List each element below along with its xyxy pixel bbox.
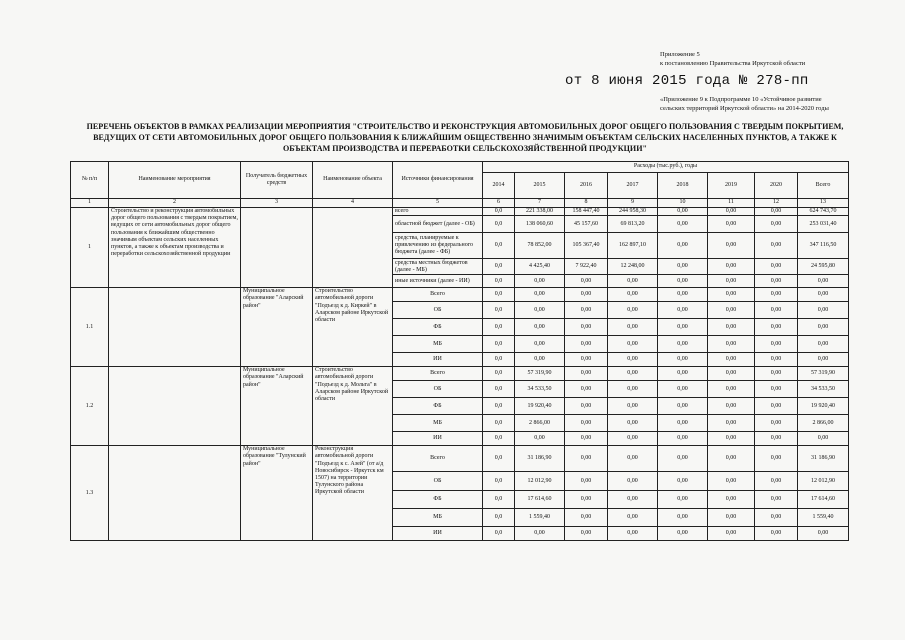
value-cell: 0,00 xyxy=(608,509,658,527)
value-cell: 0,00 xyxy=(608,381,658,398)
value-cell: 0,00 xyxy=(608,415,658,432)
funding-source: МБ xyxy=(393,336,483,353)
header-recipient: Получатель бюджетных средств xyxy=(241,162,313,199)
value-cell: 19 920,40 xyxy=(798,398,849,415)
value-cell: 162 897,10 xyxy=(608,233,658,259)
value-cell: 0,00 xyxy=(658,381,708,398)
value-cell: 17 614,60 xyxy=(515,491,565,509)
value-cell: 0,00 xyxy=(565,288,608,302)
value-cell: 0,00 xyxy=(658,432,708,446)
value-cell: 0,00 xyxy=(515,319,565,336)
funding-source: ИИ xyxy=(393,432,483,446)
header-name: Наименование мероприятия xyxy=(109,162,241,199)
table-row xyxy=(71,367,849,381)
value-cell: 244 958,30 xyxy=(608,208,658,216)
row-number: 1.2 xyxy=(71,367,109,446)
value-cell: 12 012,90 xyxy=(515,472,565,491)
column-number: 6 xyxy=(483,199,515,208)
header-year: 2017 xyxy=(608,173,658,199)
value-cell: 0,00 xyxy=(515,288,565,302)
budget-recipient: Муниципальное образование "Аларский район" xyxy=(241,367,313,446)
value-cell: 0,00 xyxy=(608,491,658,509)
value-cell: 19 920,40 xyxy=(515,398,565,415)
value-cell: 34 533,50 xyxy=(798,381,849,398)
value-cell: 0,00 xyxy=(565,446,608,472)
measure-name xyxy=(109,367,241,446)
appendix-line1: Приложение 5 xyxy=(660,51,700,58)
value-cell: 57 319,90 xyxy=(515,367,565,381)
value-cell: 78 852,00 xyxy=(515,233,565,259)
value-cell: 0,0 xyxy=(483,233,515,259)
header-expenses: Расходы (тыс.руб.), годы xyxy=(483,162,849,173)
value-cell: 0,00 xyxy=(708,319,755,336)
value-cell: 0,00 xyxy=(658,491,708,509)
value-cell: 0,0 xyxy=(483,259,515,275)
value-cell: 0,00 xyxy=(798,432,849,446)
value-cell: 0,00 xyxy=(755,472,798,491)
value-cell: 0,0 xyxy=(483,216,515,233)
value-cell: 0,00 xyxy=(708,275,755,288)
value-cell: 31 186,90 xyxy=(798,446,849,472)
value-cell: 0,00 xyxy=(658,446,708,472)
header-source: Источники финансирования xyxy=(393,162,483,199)
value-cell: 347 116,50 xyxy=(798,233,849,259)
value-cell: 0,00 xyxy=(708,415,755,432)
value-cell: 0,00 xyxy=(565,353,608,367)
value-cell: 0,00 xyxy=(755,509,798,527)
column-number: 13 xyxy=(798,199,849,208)
value-cell: 0,00 xyxy=(755,415,798,432)
table-row xyxy=(71,208,849,216)
value-cell: 158 447,40 xyxy=(565,208,608,216)
value-cell: 138 060,60 xyxy=(515,216,565,233)
value-cell: 0,00 xyxy=(798,353,849,367)
funding-source: ОБ xyxy=(393,472,483,491)
measure-name: Строительство и реконструкция автомобильных дорог общего пользования с твердым покрытием, ведущих от сети автомобильных дорог общего пользования к ближайшим общественно значимым объектам сельских населенных пунктов, а также к объектам производства и переработки сельскохозяйственной продукции xyxy=(109,208,241,288)
column-number: 3 xyxy=(241,199,313,208)
value-cell: 0,00 xyxy=(755,302,798,319)
value-cell: 0,00 xyxy=(755,216,798,233)
value-cell: 0,00 xyxy=(658,275,708,288)
value-cell: 0,00 xyxy=(565,398,608,415)
object-name: Строительство автомобильной дороги "Подъезд к д. Киркей" в Аларском районе Иркутской области xyxy=(313,288,393,367)
value-cell: 17 614,60 xyxy=(798,491,849,509)
value-cell: 0,00 xyxy=(608,446,658,472)
value-cell: 0,00 xyxy=(565,415,608,432)
value-cell: 0,00 xyxy=(708,302,755,319)
value-cell: 24 595,80 xyxy=(798,259,849,275)
value-cell: 0,0 xyxy=(483,432,515,446)
budget-recipient: Муниципальное образование "Аларский район" xyxy=(241,288,313,367)
value-cell: 0,00 xyxy=(658,216,708,233)
header-year: 2014 xyxy=(483,173,515,199)
value-cell: 2 866,00 xyxy=(515,415,565,432)
column-number: 10 xyxy=(658,199,708,208)
row-number: 1.3 xyxy=(71,446,109,541)
objects-table xyxy=(70,161,849,541)
value-cell: 0,00 xyxy=(798,275,849,288)
column-number: 11 xyxy=(708,199,755,208)
header-year: 2016 xyxy=(565,173,608,199)
column-number: 8 xyxy=(565,199,608,208)
value-cell: 0,00 xyxy=(658,415,708,432)
table-row xyxy=(71,446,849,472)
value-cell: 0,00 xyxy=(708,398,755,415)
value-cell: 0,0 xyxy=(483,288,515,302)
value-cell: 0,00 xyxy=(755,275,798,288)
measure-name xyxy=(109,446,241,541)
value-cell: 12 248,00 xyxy=(608,259,658,275)
value-cell: 0,00 xyxy=(708,233,755,259)
value-cell: 0,00 xyxy=(755,319,798,336)
value-cell: 7 922,40 xyxy=(565,259,608,275)
header-year: Всего xyxy=(798,173,849,199)
value-cell: 0,00 xyxy=(708,353,755,367)
column-number: 5 xyxy=(393,199,483,208)
value-cell: 0,00 xyxy=(708,446,755,472)
value-cell: 0,00 xyxy=(798,288,849,302)
value-cell: 0,00 xyxy=(515,432,565,446)
value-cell: 0,00 xyxy=(658,367,708,381)
appendix-note xyxy=(660,50,805,68)
funding-source: ИИ xyxy=(393,527,483,541)
value-cell: 0,00 xyxy=(755,288,798,302)
value-cell: 0,00 xyxy=(798,302,849,319)
value-cell: 0,00 xyxy=(658,472,708,491)
value-cell: 0,00 xyxy=(658,336,708,353)
value-cell: 0,00 xyxy=(608,336,658,353)
funding-source: средства местных бюджетов (далее - МБ) xyxy=(393,259,483,275)
value-cell: 0,0 xyxy=(483,381,515,398)
value-cell: 0,0 xyxy=(483,398,515,415)
funding-source: средства, планируемые к привлечению из федерального бюджета (далее - ФБ) xyxy=(393,233,483,259)
value-cell: 0,00 xyxy=(708,367,755,381)
funding-source: МБ xyxy=(393,509,483,527)
value-cell: 0,0 xyxy=(483,415,515,432)
budget-recipient: Муниципальное образование "Тулунский район" xyxy=(241,446,313,541)
value-cell: 0,0 xyxy=(483,472,515,491)
value-cell: 0,00 xyxy=(565,381,608,398)
value-cell: 0,00 xyxy=(658,319,708,336)
header-year: 2020 xyxy=(755,173,798,199)
value-cell: 0,00 xyxy=(515,353,565,367)
table-body xyxy=(71,208,849,541)
value-cell: 0,00 xyxy=(798,319,849,336)
value-cell: 0,00 xyxy=(755,381,798,398)
value-cell: 0,00 xyxy=(708,336,755,353)
column-number: 12 xyxy=(755,199,798,208)
object-name xyxy=(313,208,393,288)
value-cell: 0,00 xyxy=(608,275,658,288)
column-number: 4 xyxy=(313,199,393,208)
funding-source: ОБ xyxy=(393,302,483,319)
value-cell: 0,00 xyxy=(608,367,658,381)
value-cell: 0,00 xyxy=(708,288,755,302)
value-cell: 0,00 xyxy=(798,336,849,353)
funding-source: ФБ xyxy=(393,491,483,509)
value-cell: 0,00 xyxy=(755,491,798,509)
value-cell: 2 866,00 xyxy=(798,415,849,432)
value-cell: 0,0 xyxy=(483,491,515,509)
column-number: 7 xyxy=(515,199,565,208)
value-cell: 0,00 xyxy=(708,527,755,541)
row-number: 1 xyxy=(71,208,109,288)
funding-source: Всего xyxy=(393,367,483,381)
value-cell: 0,00 xyxy=(755,398,798,415)
value-cell: 0,00 xyxy=(565,432,608,446)
value-cell: 0,0 xyxy=(483,208,515,216)
value-cell: 0,00 xyxy=(565,509,608,527)
value-cell: 57 319,90 xyxy=(798,367,849,381)
value-cell: 0,00 xyxy=(565,302,608,319)
value-cell: 69 813,20 xyxy=(608,216,658,233)
value-cell: 0,00 xyxy=(515,302,565,319)
funding-source: МБ xyxy=(393,415,483,432)
value-cell: 34 533,50 xyxy=(515,381,565,398)
value-cell: 0,00 xyxy=(708,259,755,275)
value-cell: 0,00 xyxy=(565,491,608,509)
value-cell: 0,00 xyxy=(658,208,708,216)
value-cell: 221 338,00 xyxy=(515,208,565,216)
value-cell: 0,00 xyxy=(608,288,658,302)
column-number: 1 xyxy=(71,199,109,208)
value-cell: 0,00 xyxy=(658,398,708,415)
object-name: Строительство автомобильной дороги "Подъезд к д. Мольта" в Аларском районе Иркутской области xyxy=(313,367,393,446)
value-cell: 0,00 xyxy=(708,381,755,398)
value-cell: 105 367,40 xyxy=(565,233,608,259)
funding-source: областной бюджет (далее - ОБ) xyxy=(393,216,483,233)
value-cell: 0,00 xyxy=(658,259,708,275)
value-cell: 0,00 xyxy=(755,446,798,472)
funding-source: ИИ xyxy=(393,353,483,367)
value-cell: 0,00 xyxy=(708,491,755,509)
column-number: 2 xyxy=(109,199,241,208)
funding-source: Всего xyxy=(393,446,483,472)
header-year: 2015 xyxy=(515,173,565,199)
value-cell: 0,0 xyxy=(483,275,515,288)
value-cell: 0,00 xyxy=(658,288,708,302)
funding-source: ФБ xyxy=(393,398,483,415)
value-cell: 0,0 xyxy=(483,509,515,527)
value-cell: 0,00 xyxy=(658,302,708,319)
value-cell: 0,00 xyxy=(515,336,565,353)
value-cell: 0,0 xyxy=(483,336,515,353)
value-cell: 0,00 xyxy=(658,353,708,367)
funding-source: Всего xyxy=(393,288,483,302)
value-cell: 0,0 xyxy=(483,527,515,541)
measure-name xyxy=(109,288,241,367)
value-cell: 0,00 xyxy=(798,527,849,541)
column-numbers-row xyxy=(71,199,849,208)
value-cell: 0,00 xyxy=(565,336,608,353)
appendix-line2: к постановлению Правительства Иркутской области xyxy=(660,60,806,67)
value-cell: 0,00 xyxy=(608,398,658,415)
value-cell: 1 559,40 xyxy=(798,509,849,527)
value-cell: 45 157,60 xyxy=(565,216,608,233)
column-number: 9 xyxy=(608,199,658,208)
value-cell: 0,00 xyxy=(515,527,565,541)
value-cell: 0,0 xyxy=(483,302,515,319)
value-cell: 31 186,90 xyxy=(515,446,565,472)
value-cell: 0,00 xyxy=(755,233,798,259)
value-cell: 0,00 xyxy=(515,275,565,288)
value-cell: 0,0 xyxy=(483,446,515,472)
value-cell: 12 012,90 xyxy=(798,472,849,491)
funding-source: всего xyxy=(393,208,483,216)
value-cell: 0,00 xyxy=(708,208,755,216)
header-year: 2018 xyxy=(658,173,708,199)
appendix9-note: «Приложение 9 к Подпрограмме 10 «Устойчивое развитие сельских территорий Иркутской области» на 2014-2020 годы xyxy=(660,96,829,112)
value-cell: 0,00 xyxy=(755,367,798,381)
value-cell: 0,00 xyxy=(608,319,658,336)
value-cell: 0,00 xyxy=(755,527,798,541)
value-cell: 0,00 xyxy=(608,302,658,319)
value-cell: 253 031,40 xyxy=(798,216,849,233)
value-cell: 0,0 xyxy=(483,353,515,367)
value-cell: 0,00 xyxy=(565,275,608,288)
budget-recipient xyxy=(241,208,313,288)
value-cell: 624 743,70 xyxy=(798,208,849,216)
value-cell: 0,00 xyxy=(755,432,798,446)
table-row xyxy=(71,288,849,302)
header-num: № п/п xyxy=(71,162,109,199)
value-cell: 0,00 xyxy=(708,472,755,491)
value-cell: 0,00 xyxy=(658,527,708,541)
row-number: 1.1 xyxy=(71,288,109,367)
value-cell: 0,00 xyxy=(708,509,755,527)
value-cell: 0,00 xyxy=(755,259,798,275)
value-cell: 0,00 xyxy=(608,353,658,367)
value-cell: 1 559,40 xyxy=(515,509,565,527)
value-cell: 0,0 xyxy=(483,319,515,336)
value-cell: 0,00 xyxy=(658,233,708,259)
value-cell: 0,00 xyxy=(755,336,798,353)
value-cell: 0,00 xyxy=(755,353,798,367)
funding-source: иные источники (далее - ИИ) xyxy=(393,275,483,288)
value-cell: 0,00 xyxy=(608,472,658,491)
value-cell: 0,00 xyxy=(565,367,608,381)
value-cell: 0,0 xyxy=(483,367,515,381)
object-name: Реконструкция автомобильной дороги "Подъезд к с. Азей" (от а/д Новосибирск - Иркутск км 1507) на территории Тулунского района Иркутской области xyxy=(313,446,393,541)
value-cell: 0,00 xyxy=(565,319,608,336)
value-cell: 0,00 xyxy=(658,509,708,527)
document-title: ПЕРЕЧЕНЬ ОБЪЕКТОВ В РАМКАХ РЕАЛИЗАЦИИ МЕРОПРИЯТИЯ "СТРОИТЕЛЬСТВО И РЕКОНСТРУКЦИЯ АВТОМОБИЛЬНЫХ ДОРОГ ОБЩЕГО ПОЛЬЗОВАНИЯ С ТВЕРДЫМ ПОКРЫТИЕМ, ВЕДУЩИХ ОТ СЕТИ АВТОМОБИЛЬНЫХ ДОРОГ ОБЩЕГО ПОЛЬЗОВАНИЯ К БЛИЖАЙШИМ ОБЩЕСТВЕННО ЗНАЧИМЫМ ОБЪЕКТАМ СЕЛЬСКИХ НАСЕЛЕННЫХ ПУНКТОВ, А ТАКЖЕ К ОБЪЕКТАМ ПРОИЗВОДСТВА И ПЕРЕРАБОТКИ СЕЛЬСКОХОЗЯЙСТВЕННОЙ ПРОДУКЦИИ" xyxy=(86,122,844,153)
value-cell: 0,00 xyxy=(608,527,658,541)
value-cell: 0,00 xyxy=(755,208,798,216)
value-cell: 4 425,40 xyxy=(515,259,565,275)
funding-source: ОБ xyxy=(393,381,483,398)
value-cell: 0,00 xyxy=(565,527,608,541)
header-year: 2019 xyxy=(708,173,755,199)
header-object: Наименование объекта xyxy=(313,162,393,199)
value-cell: 0,00 xyxy=(608,432,658,446)
funding-source: ФБ xyxy=(393,319,483,336)
value-cell: 0,00 xyxy=(708,432,755,446)
value-cell: 0,00 xyxy=(708,216,755,233)
resolution-date: от 8 июня 2015 года № 278-пп xyxy=(565,73,809,89)
value-cell: 0,00 xyxy=(565,472,608,491)
